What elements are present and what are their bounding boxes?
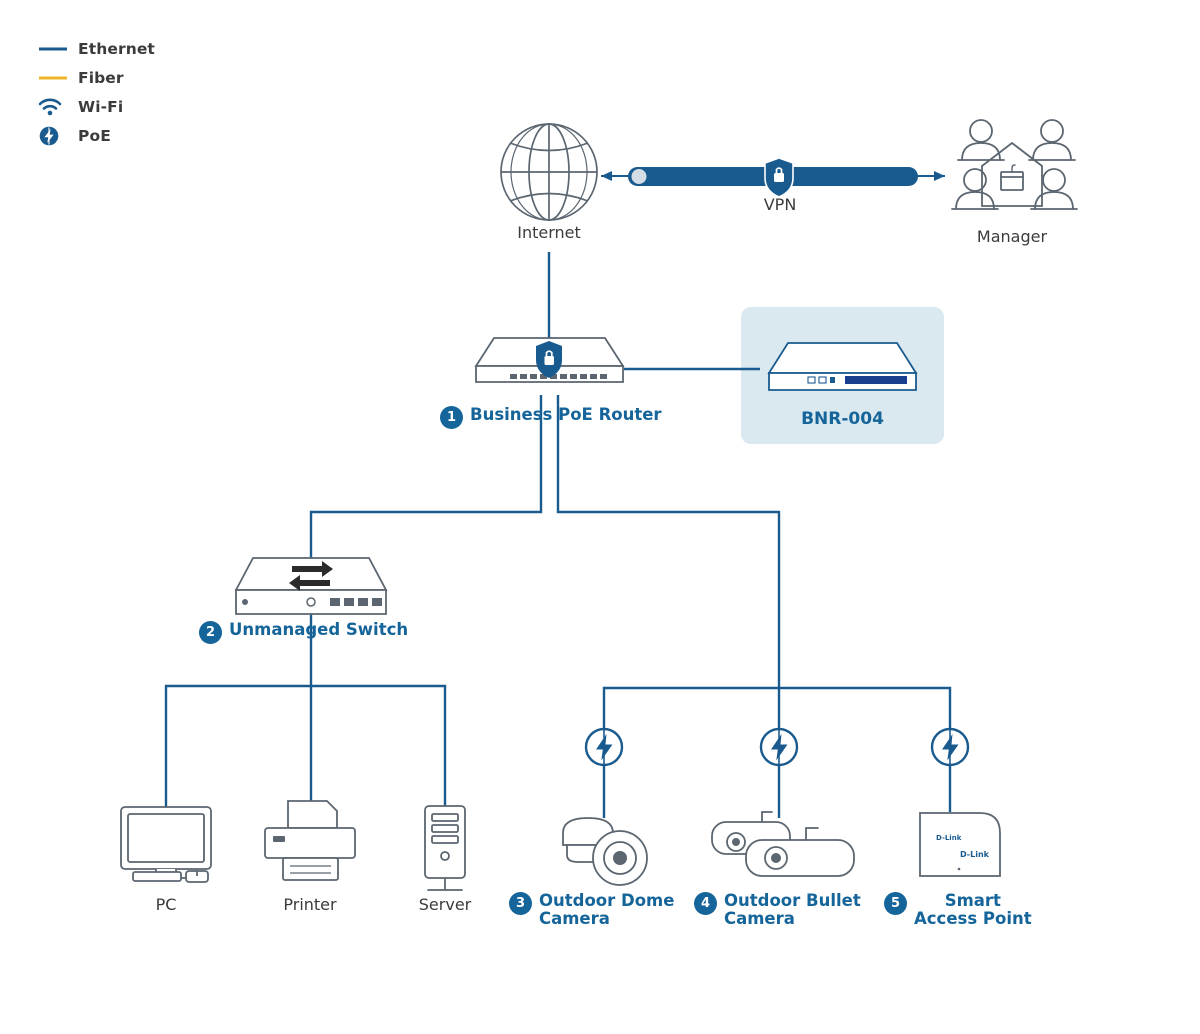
printer-label: Printer bbox=[283, 895, 337, 914]
router-number-badge: 1 bbox=[440, 406, 463, 429]
poe-badge-bullet bbox=[761, 729, 797, 765]
remote-workers-icon bbox=[952, 120, 1077, 209]
bullet-camera-label-line2: Camera bbox=[724, 909, 795, 929]
link-switch-bus bbox=[166, 686, 445, 818]
poe-badge-dome bbox=[586, 729, 622, 765]
svg-text:D-Link: D-Link bbox=[960, 850, 989, 859]
router-label: Business PoE Router bbox=[470, 405, 662, 424]
dome-camera-icon bbox=[563, 818, 647, 885]
server-label: Server bbox=[418, 895, 472, 914]
dome-camera-label-line2: Camera bbox=[539, 909, 610, 929]
bullet-camera-icon bbox=[712, 812, 854, 876]
switch-icon bbox=[236, 558, 386, 614]
printer-icon bbox=[265, 801, 355, 880]
dome-camera-label-line1: Outdoor Dome bbox=[539, 891, 675, 910]
switch-label: Unmanaged Switch bbox=[229, 620, 409, 639]
legend-label-poe: PoE bbox=[78, 126, 111, 145]
callout-model-label: BNR-004 bbox=[801, 409, 884, 429]
dome-camera-node-label bbox=[509, 892, 689, 929]
bullet-camera-number-badge: 4 bbox=[694, 892, 717, 915]
server-tower-icon bbox=[425, 806, 465, 890]
access-point-icon bbox=[920, 813, 1000, 876]
desktop-computer-icon bbox=[121, 807, 211, 882]
svg-text:D-Link: D-Link bbox=[936, 834, 962, 842]
connection-lines bbox=[166, 252, 950, 818]
dome-camera-label bbox=[539, 892, 674, 929]
access-point-node-label bbox=[884, 892, 1054, 929]
router-node-label bbox=[440, 406, 662, 429]
globe-icon bbox=[501, 124, 597, 220]
access-point-label bbox=[914, 892, 1032, 929]
dome-camera-number-badge: 3 bbox=[509, 892, 532, 915]
internet-label: Internet bbox=[517, 223, 581, 242]
vpn-label: VPN bbox=[763, 195, 797, 214]
bullet-camera-label-line1: Outdoor Bullet bbox=[724, 891, 861, 910]
manager-label: Manager bbox=[976, 227, 1048, 246]
switch-number-badge: 2 bbox=[199, 621, 222, 644]
access-point-label-line1: Smart bbox=[944, 891, 1001, 910]
access-point-label-line2: Access Point bbox=[914, 909, 1032, 929]
router-icon bbox=[476, 338, 623, 382]
router-product-icon bbox=[769, 343, 916, 390]
poe-badge-ap bbox=[932, 729, 968, 765]
switch-node-label bbox=[199, 621, 408, 644]
access-point-number-badge: 5 bbox=[884, 892, 907, 915]
legend-label-ethernet: Ethernet bbox=[78, 39, 155, 58]
bullet-camera-node-label bbox=[694, 892, 874, 929]
link-router-bullet bbox=[558, 395, 779, 728]
pc-label: PC bbox=[155, 895, 177, 914]
bullet-camera-label bbox=[724, 892, 861, 929]
vpn-tunnel bbox=[601, 158, 945, 197]
legend-label-wifi: Wi-Fi bbox=[78, 97, 124, 116]
link-camera-bus bbox=[604, 688, 950, 728]
legend-label-fiber: Fiber bbox=[78, 68, 124, 87]
